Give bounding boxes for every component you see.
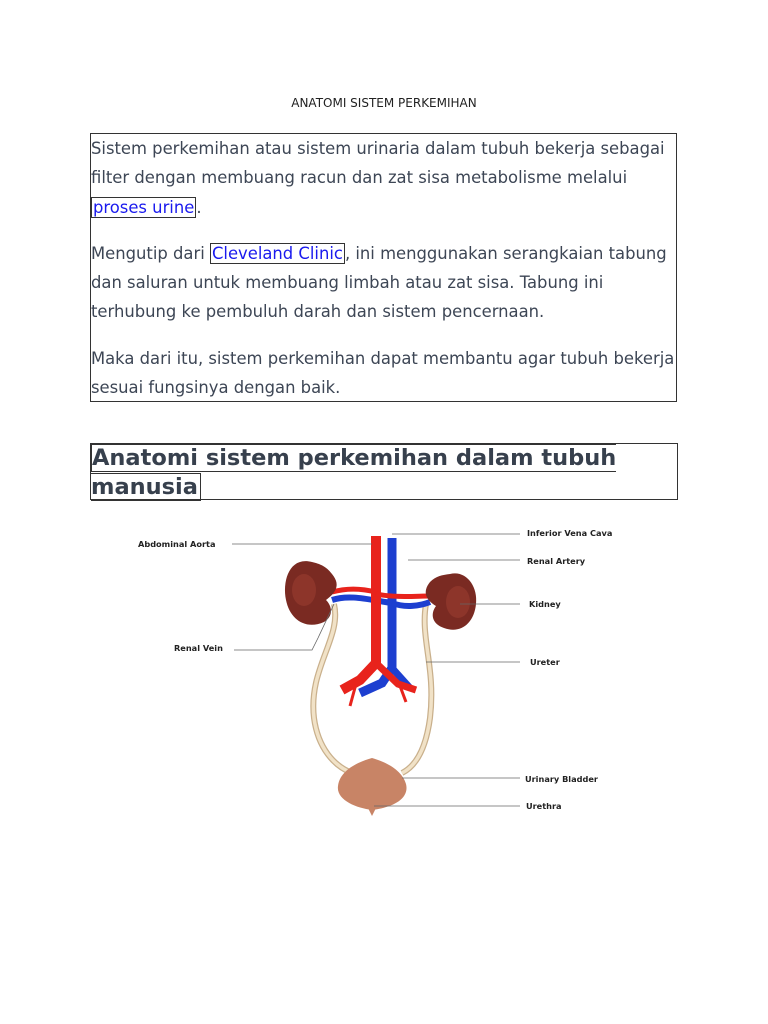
- right-renal-vein: [392, 602, 430, 606]
- abdominal-aorta: [342, 536, 376, 690]
- label-abdominal-aorta: Abdominal Aorta: [138, 539, 216, 549]
- paragraph-3: Maka dari itu, sistem perkemihan dapat membantu agar tubuh bekerja sesuai fungsinya dengan baik.: [91, 348, 675, 398]
- cleveland-clinic-link[interactable]: Cleveland Clinic: [211, 243, 343, 263]
- urinary-bladder: [338, 758, 407, 810]
- paragraph-1: [91, 134, 676, 222]
- urethra: [368, 808, 376, 816]
- label-urethra: Urethra: [526, 801, 562, 811]
- label-renal-vein: Renal Vein: [174, 643, 223, 653]
- paragraph-2: [91, 239, 676, 327]
- right-renal-artery: [376, 594, 430, 597]
- left-renal-artery: [332, 589, 376, 592]
- paragraph-2-text: Mengutip dari: [91, 243, 210, 263]
- label-urinary-bladder: Urinary Bladder: [525, 774, 598, 784]
- document-title: ANATOMI SISTEM PERKEMIHAN: [291, 96, 477, 110]
- left-renal-vein: [332, 597, 392, 603]
- section-heading-box: [90, 443, 678, 500]
- urinary-system-diagram: [120, 508, 640, 848]
- label-ureter: Ureter: [530, 657, 560, 667]
- label-kidney: Kidney: [529, 599, 561, 609]
- intro-text-box: [90, 133, 677, 402]
- section-heading: [91, 444, 677, 501]
- label-inferior-vena-cava: Inferior Vena Cava: [527, 528, 613, 538]
- section-heading-text: Anatomi sistem perkemihan dalam tubuh manusia: [91, 445, 617, 500]
- proses-urine-link[interactable]: proses urine: [93, 197, 195, 217]
- label-renal-artery: Renal Artery: [527, 556, 586, 566]
- paragraph-1-end: .: [196, 197, 202, 217]
- paragraph-2-end: , ini menggunakan serangkaian tabung dan saluran untuk membuang limbah atau zat sisa. Tabung ini terhubung ke pembuluh darah dan sistem pencernaan.: [91, 243, 667, 322]
- paragraph-1-text: Sistem perkemihan atau sistem urinaria dalam tubuh bekerja sebagai filter dengan membuang racun dan zat sisa metabolisme melalui: [91, 139, 665, 188]
